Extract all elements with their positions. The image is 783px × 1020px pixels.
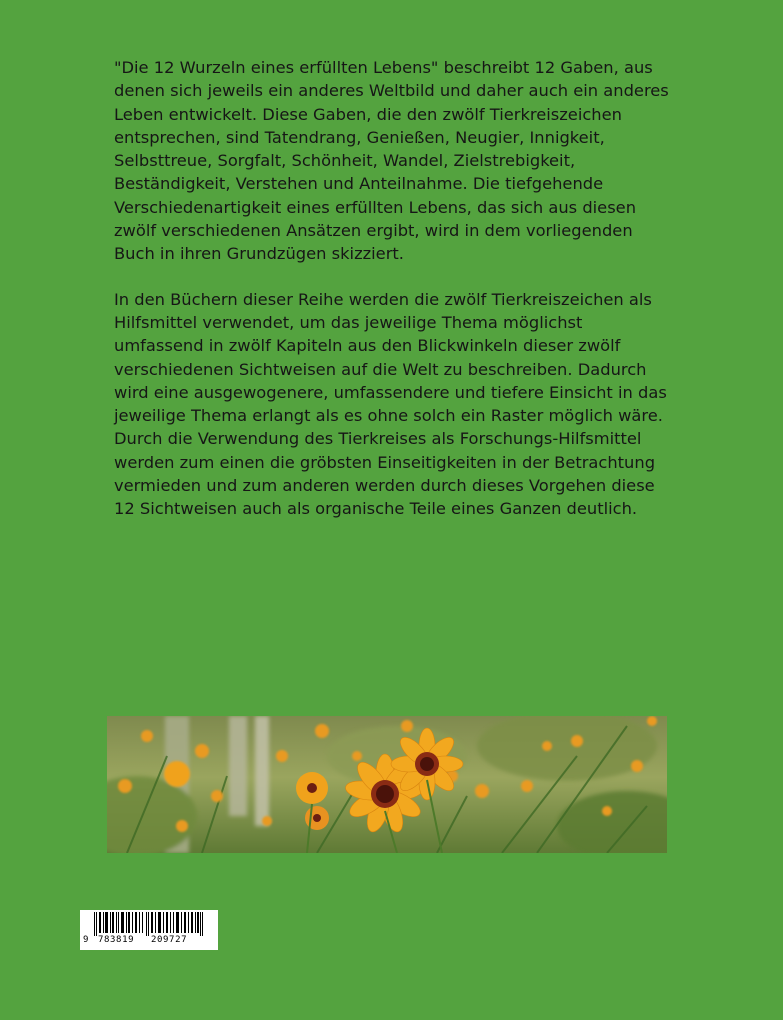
blurb-paragraph-2: In den Büchern dieser Reihe werden die zwölf Tierkreiszeichen als Hilfsmittel verwendet, um das jeweilige Thema möglichst umfassend in zwölf Kapiteln aus den Blickwinkeln dieser zwölf verschiedenen Sichtweisen auf die Welt zu beschreiben. Dadurch wird eine ausgewogenere, umfassendere und tiefere Einsicht in das jeweilige Thema erlangt als es ohne solch ein Raster möglich wäre. Durch die Verwendung des Tierkreises als Forschungs-Hilfsmittel werden zum einen die gröbsten Einseitigkeiten in der Betrachtung vermieden und zum anderen werden durch dieses Vorgehen diese 12 Sichtweisen auch als organische Teile eines Ganzen deutlich. — [114, 289, 667, 519]
flower-large-2 — [391, 728, 463, 800]
isbn-right-group: 209727 — [151, 935, 188, 945]
isbn-left-group: 783819 — [98, 935, 135, 945]
blurb-paragraph-1: "Die 12 Wurzeln eines erfüllten Lebens" beschreibt 12 Gaben, aus denen sich jeweils ein anderes Weltbild und daher auch ein anderes Leben entwickelt. Diese Gaben, die den zwölf Tierkreiszeichen entsprechen, sind Tatendrang, Genießen, Neugier, Innigkeit, Selbsttreue, Sorgfalt, Schönheit, Wandel, Zielstrebigkeit, Beständigkeit, Verstehen und Anteilnahme. Die tiefgehende Verschiedenartigkeit eines erfüllten Lebens, das sich aus diesen zwölf verschiedenen Ansätzen ergibt, wird in dem vorliegenden Buch in ihren Grundzügen skizziert. — [114, 58, 669, 264]
flower-photo — [107, 716, 667, 853]
barcode-bars — [80, 912, 218, 936]
blurb-text — [114, 56, 674, 543]
isbn-lead-digit: 9 — [83, 935, 89, 945]
flower-meadow-image — [107, 716, 667, 853]
isbn-digits — [80, 934, 218, 948]
isbn-barcode — [80, 910, 218, 950]
